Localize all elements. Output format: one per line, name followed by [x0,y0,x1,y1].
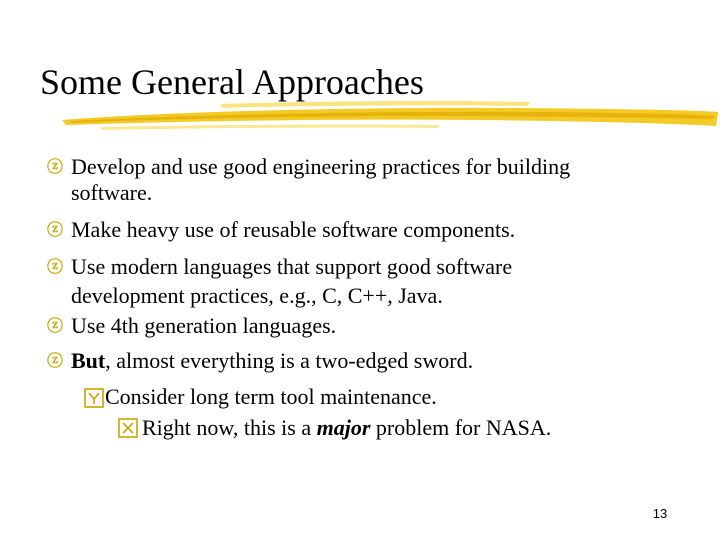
bullet-5-rest-text: , almost everything is a two-edged sword. [105,348,474,373]
bullet-1-line-2: software. [71,180,153,205]
z-bullet-icon: ⓩ [47,316,64,335]
emphasis-text: major [316,415,371,440]
sub-sub-bullet-text [142,415,551,441]
slide-title: Some General Approaches [40,62,424,102]
sub-sub-after-text: problem for NASA. [370,415,552,440]
bullet-3-line-2: development practices, e.g., C, C++, Java. [71,283,443,308]
bold-lead-text: But [71,348,106,373]
z-bullet-icon: ⓩ [47,157,64,176]
x-box-bullet-icon [118,418,138,438]
bullet-1-line-1: Develop and use good engineering practices for building [71,154,571,179]
bullet-5-line-1 [71,348,473,374]
y-box-bullet-icon [84,388,104,408]
sub-sub-before-text: Right now, this is a [142,415,317,440]
sub-bullet-text: Consider long term tool maintenance. [105,384,437,409]
z-bullet-icon: ⓩ [47,351,64,370]
z-bullet-icon: ⓩ [47,257,64,276]
bullet-2-line-1: Make heavy use of reusable software components. [71,217,516,242]
z-bullet-icon: ⓩ [47,220,64,239]
bullet-3-line-1: Use modern languages that support good software [71,254,513,279]
bullet-4-line-1: Use 4th generation languages. [71,313,337,338]
page-number: 13 [652,506,668,521]
